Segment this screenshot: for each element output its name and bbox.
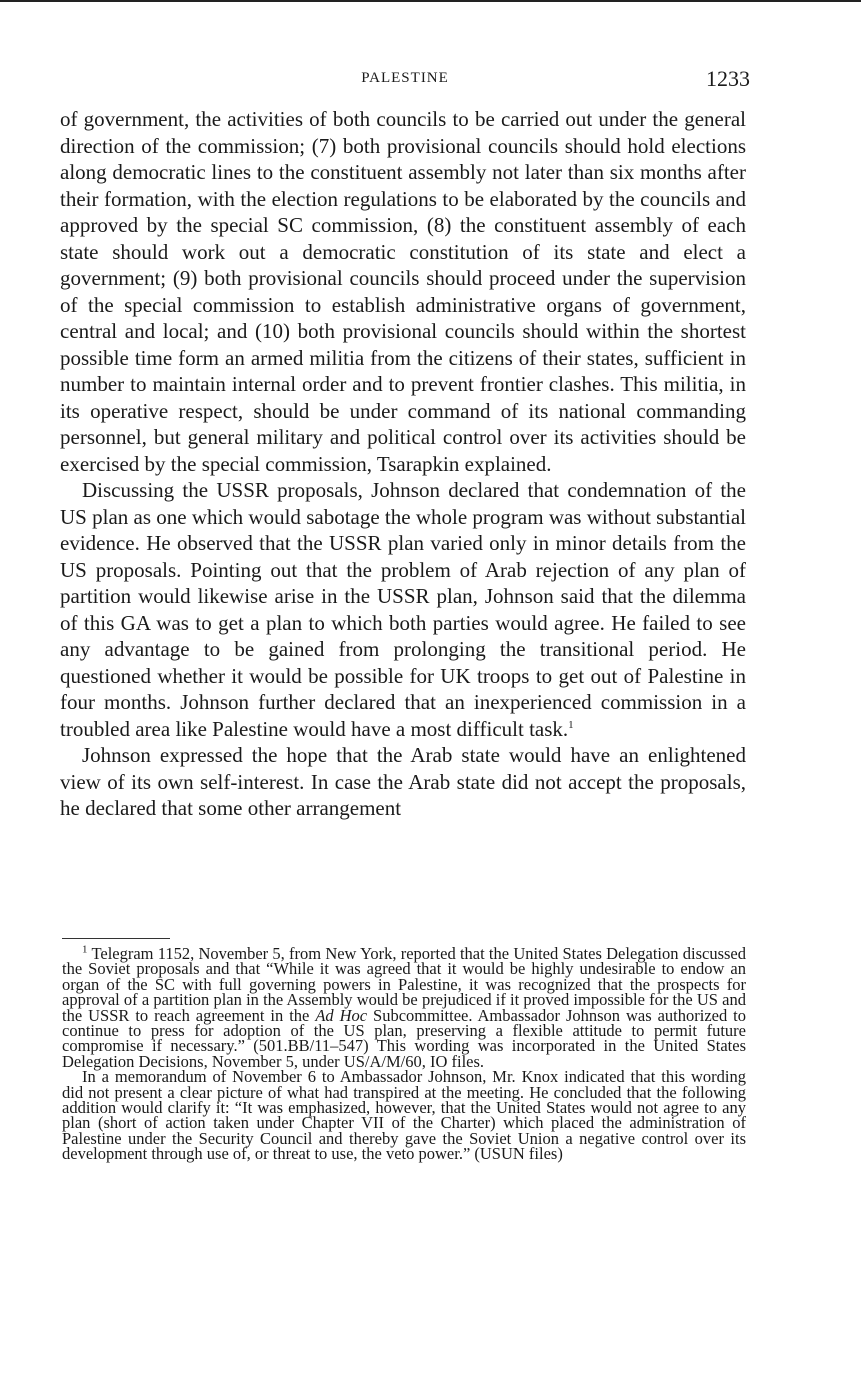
footnote-1-continued: In a memorandum of November 6 to Ambassador Johnson, Mr. Knox indicated that this wording did not present a clear picture of what had transpired at the meeting. He concluded that the following addition would clarify it: “It was emphasized, however, that the United States would not agree to any plan (short of action taken under Chapter VII of the Charter) which placed the administration of Palestine under the Security Council and thereby gave the Soviet Union a negative control over its development through use of, or threat to use, the veto power.” (USUN files) xyxy=(62,1067,746,1164)
paragraph-johnson-response xyxy=(60,477,746,742)
running-head: PALESTINE xyxy=(361,70,449,86)
page-top-border xyxy=(0,0,861,2)
footnote-reference[interactable]: 1 xyxy=(568,718,574,731)
footnote-italic-term: Ad Hoc xyxy=(315,1005,368,1025)
footnotes xyxy=(62,943,747,1164)
page-number: 1233 xyxy=(706,66,750,91)
main-text xyxy=(60,106,746,822)
footnote-1 xyxy=(62,943,747,1071)
paragraph-arab-state: Johnson expressed the hope that the Arab state would have an enlightened view of its own self-interest. In case the Arab state did not accept the proposals, he declared that some other arrangement xyxy=(60,743,746,820)
paragraph-text: Discussing the USSR proposals, Johnson declared that condemnation of the US plan as one which would sabotage the whole program was without substantial evidence. He observed that the USSR plan varied only in minor details from the US proposals. Pointing out that the problem of Arab rejection of any plan of partition would likewise arise in the USSR plan, Johnson said that the dilemma of this GA was to get a plan to which both parties would agree. He failed to see any advantage to be gained from prolonging the transitional period. He questioned whether it would be possible for UK troops to get out of Palestine in four months. Johnson further declared that an inexperienced commission in a troubled area like Palestine would have a most difficult task. xyxy=(60,478,746,741)
footnote-marker: 1 xyxy=(82,943,88,956)
footnote-text: Telegram 1152, November 5, from New York, reported that the United States Delegation discussed the Soviet proposals and that “While it was agreed that it would be highly undesirable to endow an organ of the SC with full governing powers in Palestine, it was recognized that the prospects for approval of a partition plan in the Assembly would be prejudiced if it proved impossible for the US and the USSR to reach agreement in the xyxy=(62,944,747,1025)
footnote-text-cont: Subcommittee. Ambassador Johnson was authorized to continue to press for adoption of the US plan, preserving a flexible attitude to permit future compromise if necessary.” (501.BB/11–547) This wording was incorporated in the United States Delegation Decisions, November 5, under US/A/M/60, IO files. xyxy=(62,1005,746,1071)
page-header xyxy=(60,66,750,98)
footnote-divider xyxy=(62,938,170,939)
paragraph-continued: of government, the activities of both councils to be carried out under the general direction of the commission; (7) both provisional councils should hold elections along democratic lines to the constituent assembly not later than six months after their formation, with the election regulations to be elaborated by the councils and approved by the special SC commission, (8) the constituent assembly of each state should work out a democratic constitution of its state and elect a government; (9) both provisional councils should proceed under the supervision of the special commission to establish administrative organs of government, central and local; and (10) both provisional councils should within the shortest possible time form an armed militia from the citizens of their states, sufficient in number to maintain internal order and to prevent frontier clashes. This militia, in its operative respect, should be under command of its national commanding personnel, but general military and political control over its activities should be exercised by the special commission, Tsarapkin explained. xyxy=(60,107,746,476)
